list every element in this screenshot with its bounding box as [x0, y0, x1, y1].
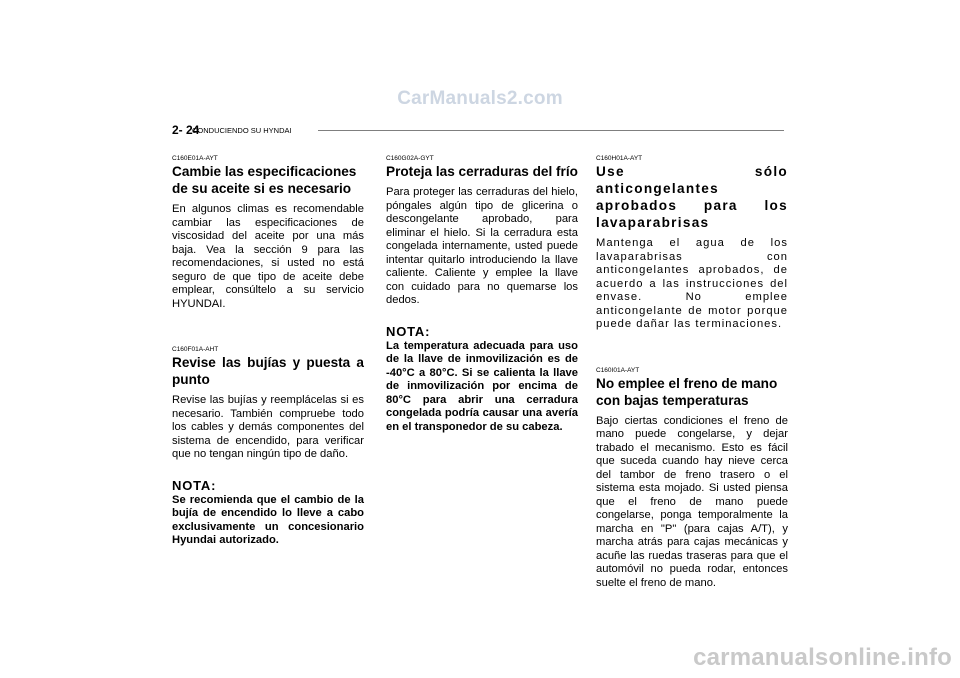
section-name: CONDUCIENDO SU HYNDAI	[192, 126, 292, 135]
section-body: Revise las bujías y reemplácelas si es necesario. También compruebe todo los cables y demás componentes del sistema de encendido, para verificar que no tengan ningún tipo de daño.	[172, 394, 364, 460]
section-body: Mantenga el agua de los lavaparabrisas con anticongelantes aprobados, de acuerdo a las instrucciones del envase. No emplee anticongelante de motor porque puede dañar las terminaciones.	[596, 237, 788, 330]
header-rule	[318, 130, 784, 131]
section-title: Cambie las especificaciones de su aceite si es necesario	[172, 164, 357, 196]
nota-heading: NOTA:	[172, 477, 217, 493]
section-title: Proteja las cerraduras del frío	[386, 164, 578, 179]
page-header	[172, 122, 784, 138]
column-middle	[386, 154, 578, 434]
section-code: C160F01A-AHT	[172, 346, 219, 353]
section-title: Use sólo anticongelantes aprobados para los lavaparabrisas	[596, 164, 788, 230]
section-title: Revise las bujías y puesta a punto	[172, 355, 364, 387]
page-number: 2- 24	[172, 123, 200, 137]
section-oil	[172, 154, 364, 311]
section-code: C160H01A-AYT	[596, 155, 643, 162]
section-body: Para proteger las cerraduras del hielo, póngales algún tipo de glicerina o descongelante aprobado, para eliminar el hielo. Si la cerradura esta congelada internamente, usted puede intentar quitarlo introduciendo la llave caliente. Caliente y emplee la llave con cuidado para no quemarse los dedos.	[386, 186, 578, 306]
section-brake	[596, 366, 788, 591]
section-code: C160I01A-AYT	[596, 366, 640, 374]
section-body: En algunos climas es recomendable cambiar las especificaciones de viscosidad del aceite por una más baja. Vea la sección 9 para las recomendaciones, si usted no está seguro de que tipo de aceite debe emplear, consúltelo a su servicio HYUNDAI.	[172, 203, 364, 310]
column-right	[596, 154, 788, 590]
section-code: C160G02A-GYT	[386, 155, 434, 162]
section-washer	[596, 154, 788, 332]
section-locks	[386, 154, 578, 434]
nota-body: La temperatura adecuada para uso de la llave de inmovilización es de -40°C a 80°C. Si se calienta la llave de inmovilización por encima de 80°C para abrir una cerradura congelada podría causar una avería en el transponedor de su cabeza.	[386, 339, 578, 433]
section-plugs	[172, 345, 364, 548]
watermark-top: CarManuals2.com	[397, 88, 563, 109]
nota-body: Se recomienda que el cambio de la bujía de encendido lo lleve a cabo exclusivamente un concesionario Hyundai autorizado.	[172, 493, 364, 546]
column-left	[172, 154, 364, 548]
section-title: No emplee el freno de mano con bajas temperaturas	[596, 375, 778, 408]
section-code: C160E01A-AYT	[172, 155, 218, 162]
nota-heading: NOTA:	[386, 323, 431, 339]
watermark-bottom: carmanualsonline.info	[693, 644, 952, 671]
section-body: Bajo ciertas condiciones el freno de mano puede congelarse, y dejar trabado el mecanismo. Esto es fácil que suceda cuando hay nieve cerca del tambor de freno trasero o el sistema esta mojado. Si usted piensa que el freno de mano puede congelarse, ponga temporalmente la marcha en "P" (para cajas A/T), y marcha atrás para cajas mecánicas y acuñe las ruedas traseras para que el automóvil no pueda rodar, entonces suelte el freno de mano.	[596, 414, 788, 589]
